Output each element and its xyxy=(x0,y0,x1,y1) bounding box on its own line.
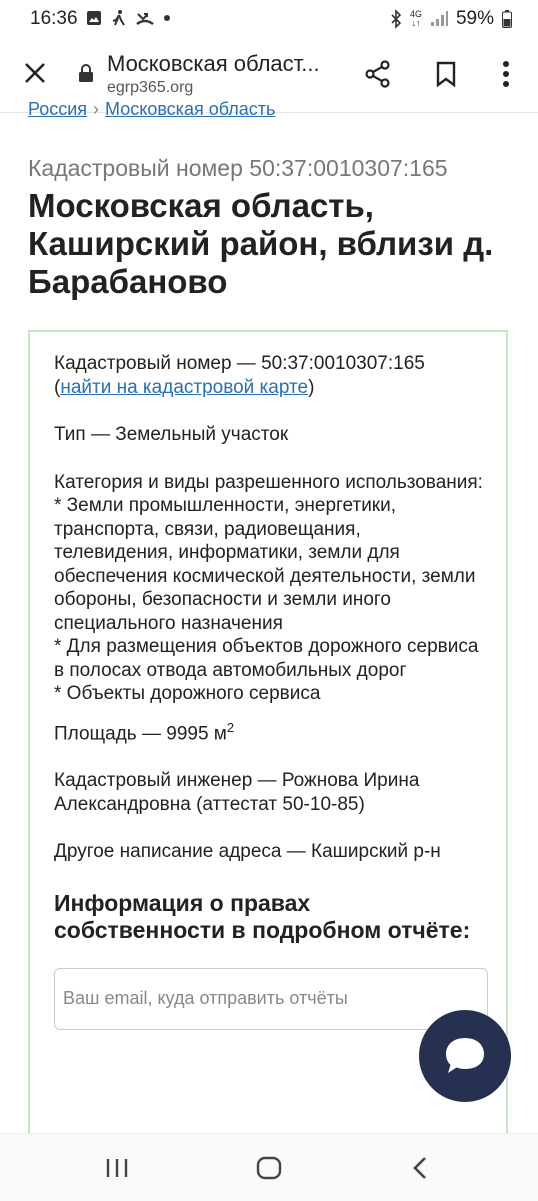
battery-percent: 59% xyxy=(455,8,494,29)
close-tab-button[interactable] xyxy=(18,56,52,90)
chat-bubble-icon xyxy=(442,1034,488,1078)
cadastral-number-text: Кадастровый номер — 50:37:0010307:165 xyxy=(54,353,425,374)
notification-icons xyxy=(86,9,171,27)
status-bar xyxy=(0,0,538,36)
type-row: Тип — Земельный участок xyxy=(54,424,289,445)
cadastral-number-row xyxy=(54,352,484,399)
breadcrumb-link-russia[interactable]: Россия xyxy=(28,99,88,119)
signal-icon xyxy=(430,11,448,27)
breadcrumb xyxy=(28,99,275,120)
activity-icon xyxy=(111,9,127,27)
more-vertical-icon xyxy=(502,61,510,87)
status-time: 16:36 xyxy=(30,8,78,29)
bookmark-button[interactable] xyxy=(428,56,464,92)
property-info xyxy=(54,352,484,1030)
cadastral-number-label: Кадастровый номер 50:37:0010307:165 xyxy=(28,155,448,181)
share-button[interactable] xyxy=(360,56,396,92)
page-url[interactable]: egrp365.org xyxy=(107,79,194,96)
category-block xyxy=(54,471,484,706)
category-item: * Для размещения объектов дорожного сервиса в полосах отвода автомобильных дорог xyxy=(54,636,479,681)
paren-close: ) xyxy=(308,376,315,398)
page-title: Московская область, Каширский район, вблизи д. Барабаново xyxy=(28,187,494,300)
dot-icon xyxy=(163,14,171,22)
breadcrumb-link-region[interactable]: Московская область xyxy=(105,99,276,119)
area-text: Площадь — 9995 м xyxy=(54,722,227,744)
share-icon xyxy=(364,60,392,88)
rights-heading: Информация о правах собственности в подробном отчёте: xyxy=(54,889,471,943)
system-nav-bar xyxy=(0,1133,538,1201)
network-type-label: 4G xyxy=(409,9,422,19)
page-title-bar[interactable]: Московская област... xyxy=(107,51,320,76)
network-type: 4G ↓↑ xyxy=(409,9,422,28)
paren-open: ( xyxy=(54,376,61,398)
recent-apps-icon[interactable] xyxy=(104,1156,130,1180)
category-item: * Земли промышленности, энергетики, транспорта, связи, радиовещания, телевидения, информатики, земли для обеспечения космической деятельности, земли обороны, безопасности и земли иного специального назначения xyxy=(54,495,476,634)
alt-address-row: Другое написание адреса — Каширский р-н xyxy=(54,841,441,863)
breadcrumb-separator: › xyxy=(93,99,100,119)
back-icon[interactable] xyxy=(410,1156,430,1180)
battery-icon xyxy=(502,10,512,28)
page-content xyxy=(0,99,538,1133)
lock-icon[interactable] xyxy=(78,63,94,83)
bookmark-icon xyxy=(436,61,456,87)
email-input[interactable] xyxy=(54,968,488,1030)
area-unit-sup: 2 xyxy=(226,719,235,735)
category-heading: Категория и виды разрешенного использования: xyxy=(54,471,483,493)
category-item: * Объекты дорожного сервиса xyxy=(54,683,321,704)
engineer-row: Кадастровый инженер — Рожнова Ирина Александровна (аттестат 50-10-85) xyxy=(54,770,420,815)
more-options-button[interactable] xyxy=(492,56,520,92)
cadastral-map-link[interactable]: найти на кадастровой карте xyxy=(60,376,309,398)
status-right xyxy=(390,8,512,30)
missed-call-icon xyxy=(136,10,154,26)
image-icon xyxy=(86,10,102,26)
close-icon xyxy=(24,62,46,84)
bluetooth-icon xyxy=(390,10,402,28)
home-icon[interactable] xyxy=(256,1156,282,1180)
area-row xyxy=(54,716,484,746)
chat-button[interactable] xyxy=(419,1010,511,1102)
